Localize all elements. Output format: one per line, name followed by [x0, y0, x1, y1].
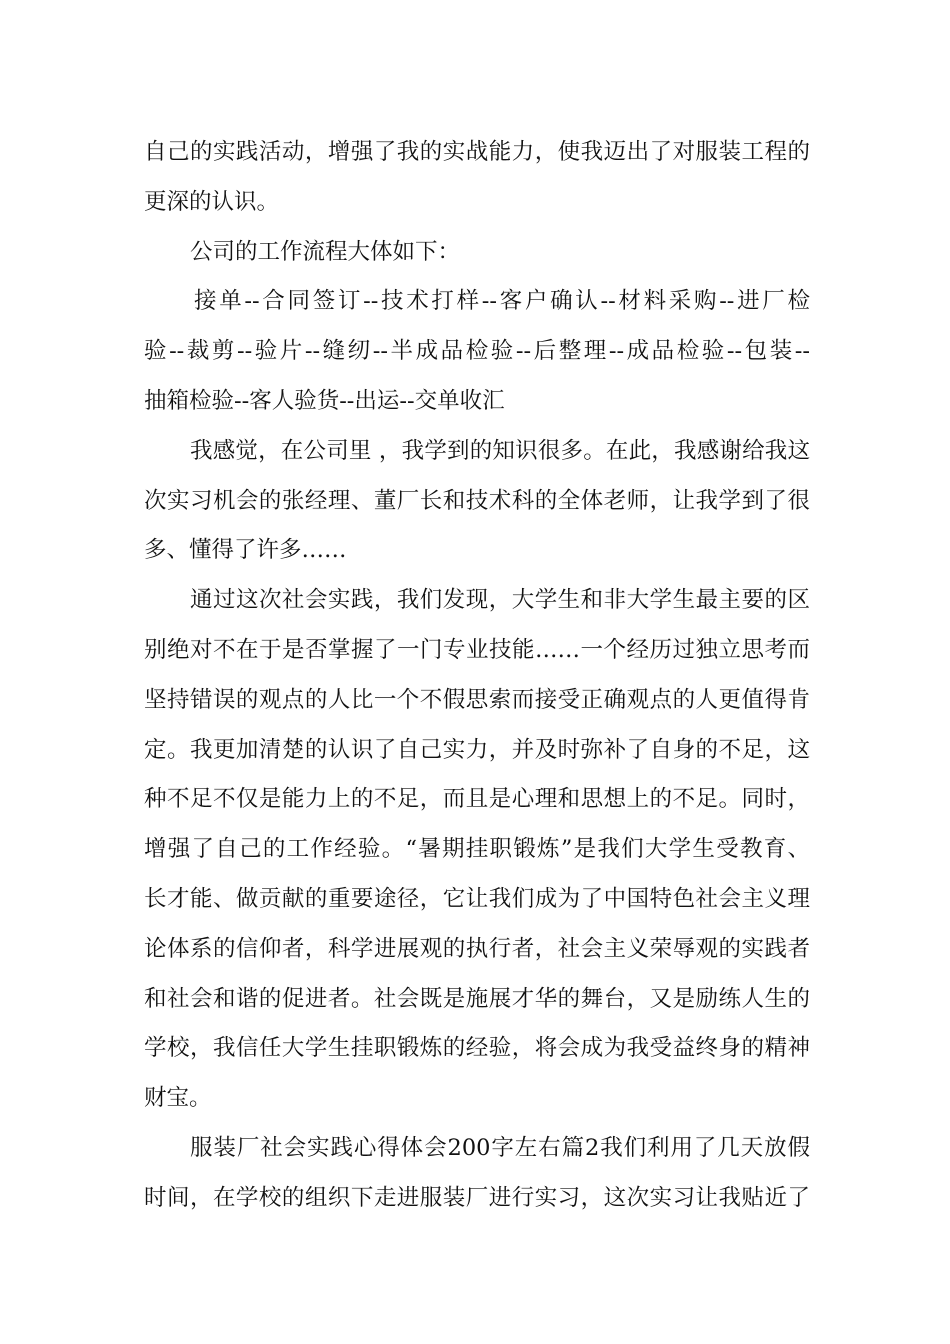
- text-line: 长才能、做贡献的重要途径，它让我们成为了中国特色社会主义理: [144, 885, 810, 912]
- text-line: 学校，我信任大学生挂职锻炼的经验，将会成为我受益终身的精神: [144, 1035, 810, 1062]
- text-line: 定。我更加清楚的认识了自己实力，并及时弥补了自身的不足，这: [144, 736, 810, 763]
- text-line: 抽箱检验--客人验货--出运--交单收汇: [144, 387, 505, 414]
- text-line: 服装厂社会实践心得体会200字左右篇2我们利用了几天放假: [190, 1134, 810, 1161]
- text-line: 论体系的信仰者，科学进展观的执行者，社会主义荣辱观的实践者: [144, 935, 810, 962]
- text-line: 时间，在学校的组织下走进服装厂进行实习，这次实习让我贴近了: [144, 1184, 810, 1211]
- text-line: 增强了自己的工作经验。“暑期挂职锻炼”是我们大学生受教育、: [144, 836, 810, 863]
- text-line: 坚持错误的观点的人比一个不假思索而接受正确观点的人更值得肯: [144, 686, 810, 713]
- text-line: 更深的认识。: [144, 188, 280, 215]
- text-line: 接单--合同签订--技术打样--客户确认--材料采购--进厂检: [194, 288, 810, 315]
- text-line: 自己的实践活动，增强了我的实战能力，使我迈出了对服装工程的: [144, 139, 810, 165]
- text-line: 次实习机会的张经理、董厂长和技术科的全体老师，让我学到了很: [144, 487, 810, 514]
- text-line: 验--裁剪--验片--缝纫--半成品检验--后整理--成品检验--包装--: [144, 338, 810, 365]
- text-line: 我感觉，在公司里 ，我学到的知识很多。在此，我感谢给我这: [190, 437, 810, 464]
- body-text: [144, 128, 810, 1224]
- text-line: 和社会和谐的促进者。社会既是施展才华的舞台，又是励练人生的: [144, 985, 810, 1012]
- text-line: 公司的工作流程大体如下：: [190, 238, 461, 265]
- text-line: 别绝对不在于是否掌握了一门专业技能……一个经历过独立思考而: [144, 636, 810, 663]
- text-line: 种不足不仅是能力上的不足，而且是心理和思想上的不足。同时，: [144, 786, 810, 813]
- text-line: 财宝。: [144, 1085, 212, 1112]
- text-line: 多、懂得了许多……: [144, 537, 347, 564]
- text-line: 通过这次社会实践，我们发现，大学生和非大学生最主要的区: [190, 587, 810, 614]
